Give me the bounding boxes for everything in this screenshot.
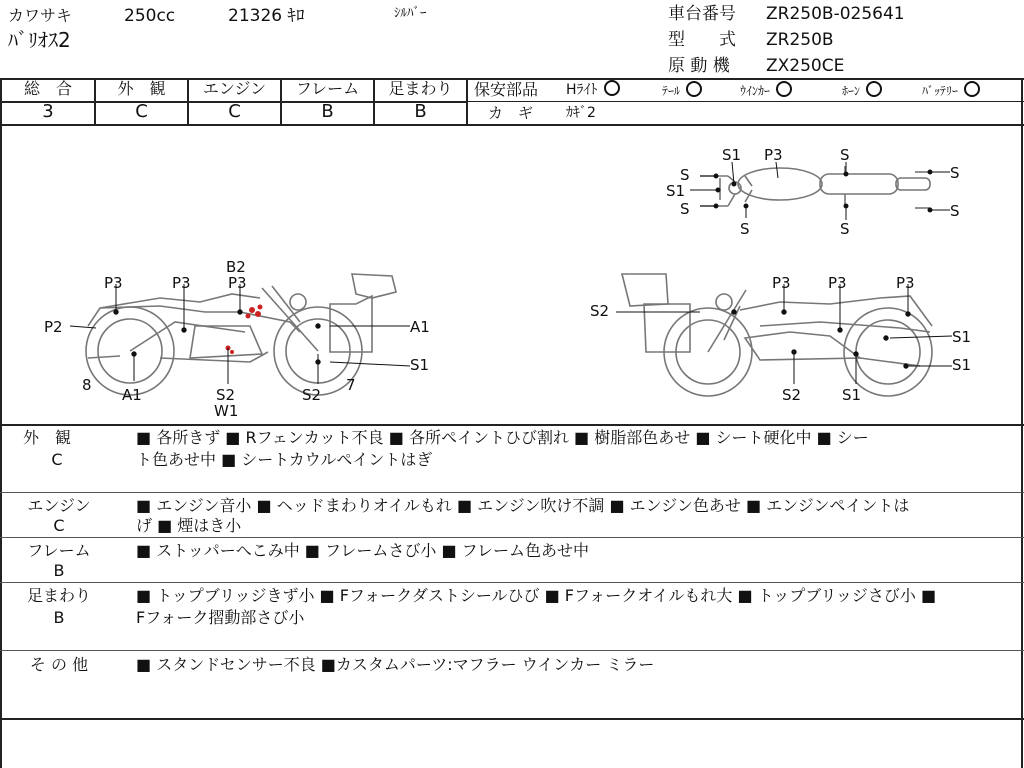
engine-label: 原 動 機 (668, 56, 730, 76)
top-view-outline (700, 166, 930, 208)
safety-item-winker: ｳｲﾝｶｰ (740, 81, 792, 101)
remark-text-frame: ■ ストッパーへこみ中 ■ フレームさび小 ■ フレーム色あせ中 (136, 541, 590, 560)
right-view-outline (622, 274, 932, 396)
ok-circle-icon (604, 80, 620, 96)
frame-no: ZR250B-025641 (766, 4, 905, 24)
displacement: 250cc (124, 6, 176, 26)
ok-circle-icon (776, 81, 792, 97)
engine-value: ZX250CE (766, 56, 845, 76)
grade-frame: B (321, 101, 334, 122)
remark-grade-frame: B (53, 561, 65, 580)
safety-item-headlight: Hﾗｲﾄ (566, 80, 620, 100)
safety-item-battery: ﾊﾞｯﾃﾘｰ (922, 81, 980, 101)
diagram-label: S1 (952, 328, 972, 346)
remark-text-exterior: ■ 各所きず ■ Rフェンカット不良 ■ 各所ペイントひび割れ ■ 樹脂部色あせ ■ シート硬化中 ■ シー (136, 428, 869, 447)
grade-header-overall: 総 合 (23, 79, 72, 98)
diagram-label: S (680, 166, 690, 184)
key-label: カ ギ (488, 104, 534, 122)
grade-header-engine: エンジン (202, 79, 267, 98)
ok-circle-icon (686, 81, 702, 97)
diagram-label: P3 (104, 274, 123, 292)
safety-label: 保安部品 (474, 80, 539, 99)
diagram-label: S1 (666, 182, 686, 200)
diagram-label: P3 (896, 274, 915, 292)
type-label: 型 式 (668, 30, 736, 50)
remark-text-suspension: ■ トップブリッジきず小 ■ Fフォークダストシールひび ■ Fフォークオイルもれ大 ■ トップブリッジさび小 ■ (136, 586, 937, 605)
remark-title-frame: フレーム (27, 541, 91, 560)
grade-header-suspension: 足まわり (388, 79, 453, 98)
divider (466, 78, 468, 126)
grade-suspension: B (414, 101, 427, 122)
grade-overall: 3 (42, 101, 54, 122)
diagram-label: P3 (228, 274, 247, 292)
ok-circle-icon (964, 81, 980, 97)
type-value: ZR250B (766, 30, 834, 50)
grade-engine: C (228, 101, 241, 122)
diagram-label: 8 (82, 376, 92, 394)
remark-title-other: そ の 他 (29, 655, 89, 674)
model-name: ﾊﾞﾘｵｽ2 (8, 28, 71, 52)
remark-grade-suspension: B (53, 608, 65, 627)
diagram-label: P3 (828, 274, 847, 292)
remark-text-engine: ■ エンジン音小 ■ ヘッドまわりオイルもれ ■ エンジン吹け不調 ■ エンジン色あせ ■ エンジンペイントは (136, 496, 910, 515)
remark-text-suspension: Fフォーク摺動部さび小 (136, 608, 305, 627)
maker: カワサキ (8, 6, 73, 25)
diagram-label: A1 (410, 318, 430, 336)
diagram-label: S1 (842, 386, 862, 404)
diagram-label: S2 (216, 386, 236, 404)
diagram-label: S (950, 202, 960, 220)
divider (0, 492, 1024, 493)
grade-exterior: C (135, 101, 148, 122)
diagram-label: S (950, 164, 960, 182)
ok-circle-icon (866, 81, 882, 97)
diagram-label: S (680, 200, 690, 218)
diagram-label: B2 (226, 258, 246, 276)
remark-grade-exterior: C (51, 450, 63, 469)
diagram-label: 7 (346, 376, 356, 394)
motorcycle-diagram (0, 126, 1024, 424)
diagram-label: S2 (782, 386, 802, 404)
divider (0, 718, 1024, 720)
diagram-label: S1 (952, 356, 972, 374)
remark-text-other: ■ スタンドセンサー不良 ■カスタムパーツ:マフラー ウインカー ミラー (136, 655, 655, 674)
diagram-label: P3 (172, 274, 191, 292)
diagram-label: P3 (772, 274, 791, 292)
remark-title-exterior: 外 観 (22, 428, 71, 447)
diagram-label: S1 (410, 356, 430, 374)
diagram-label: P3 (764, 146, 783, 164)
remark-text-engine: げ ■ 煙はき小 (136, 516, 242, 535)
divider (0, 650, 1024, 651)
diagram-label: S2 (590, 302, 610, 320)
diagram-label: A1 (122, 386, 142, 404)
diagram-label: S (740, 220, 750, 238)
divider (468, 101, 1024, 102)
grade-header-frame: フレーム (295, 79, 360, 98)
grade-header-exterior: 外 観 (117, 79, 166, 98)
mileage: 21326 ｷﾛ (228, 6, 305, 26)
diagram-label: W1 (214, 402, 239, 420)
divider (0, 424, 1024, 426)
diagram-label: S (840, 220, 850, 238)
color: ｼﾙﾊﾞｰ (394, 6, 427, 21)
key-value: ｶｷﾞ2 (566, 105, 596, 121)
diagram-label: S1 (722, 146, 742, 164)
divider (0, 582, 1024, 583)
remark-title-suspension: 足まわり (26, 586, 91, 605)
diagram-label: S (840, 146, 850, 164)
divider (0, 537, 1024, 538)
diagram-label: S2 (302, 386, 322, 404)
diagram-label: P2 (44, 318, 63, 336)
remark-grade-engine: C (53, 516, 65, 535)
remark-title-engine: エンジン (27, 496, 91, 515)
safety-item-tail: ﾃｰﾙ (662, 81, 702, 101)
remark-text-exterior: ト色あせ中 ■ シートカウルペイントはぎ (136, 450, 433, 469)
frame-no-label: 車台番号 (668, 4, 736, 24)
safety-item-horn: ﾎｰﾝ (842, 81, 882, 101)
